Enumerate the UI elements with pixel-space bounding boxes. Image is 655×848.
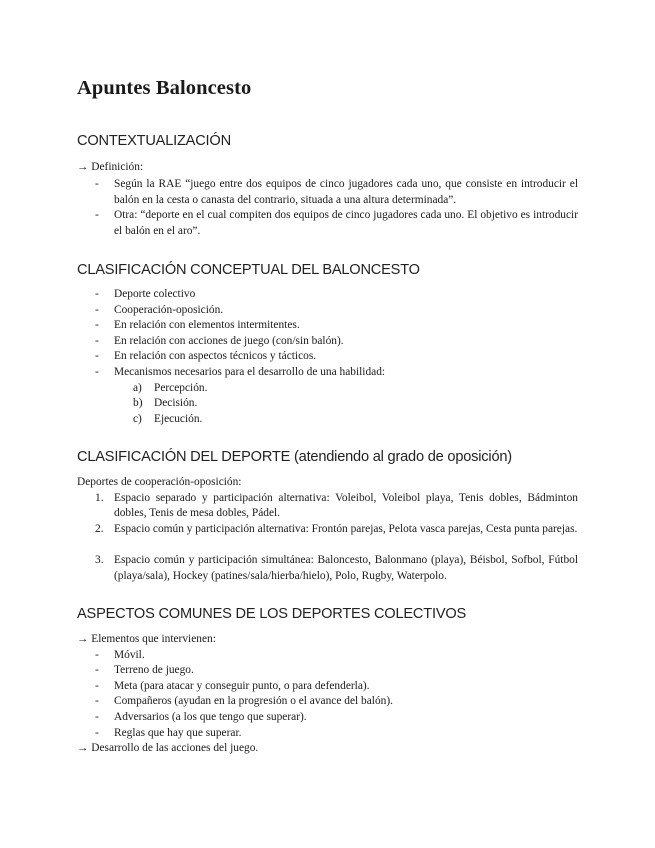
sublist-marker: b) xyxy=(133,397,143,410)
list-item: Adversarios (a los que tengo que superar). xyxy=(114,711,307,723)
numbered-item: Espacio común y participación alternativa: Frontón parejas, Pelota vasca parejas, Cesta punta parejas. xyxy=(114,522,578,535)
list-marker: - xyxy=(95,679,99,692)
section-intro: Deportes de cooperación-oposición: xyxy=(77,476,242,488)
list-item: Otra: “deporte en el cual compiten dos equipos de cinco jugadores cada uno. El objetivo es introducir el balón en el aro”. xyxy=(114,209,578,237)
list-item: En relación con elementos intermitentes. xyxy=(114,319,300,332)
section-heading-contextualizacion: CONTEXTUALIZACIÓN xyxy=(77,133,231,149)
list-marker: - xyxy=(95,209,99,221)
list-marker: - xyxy=(95,695,99,708)
list-item: En relación con aspectos técnicos y tácticos. xyxy=(114,350,317,363)
list-item: Cooperación-oposición. xyxy=(114,303,224,316)
numbered-marker: 1. xyxy=(95,491,104,504)
list-item: Meta (para atacar y conseguir punto, o para defenderla). xyxy=(114,679,370,692)
numbered-item: Espacio separado y participación alternativa: Voleibol, Voleibol playa, Tenis dobles, Bádminton dobles, Tenis de mesa dobles, Pádel. xyxy=(114,491,578,520)
list-item: Compañeros (ayudan en la progresión o el avance del balón). xyxy=(114,695,393,708)
section-outro: → Desarrollo de las acciones del juego. xyxy=(77,742,259,755)
page-title: Apuntes Baloncesto xyxy=(77,77,252,99)
list-marker: - xyxy=(95,711,99,723)
list-marker: - xyxy=(95,288,99,300)
sublist-item: Decisión. xyxy=(154,397,198,410)
list-item: Reglas que hay que superar. xyxy=(114,726,242,739)
list-marker: - xyxy=(95,366,99,378)
list-item: Deporte colectivo xyxy=(114,288,196,300)
section-heading-aspectos-comunes: ASPECTOS COMUNES DE LOS DEPORTES COLECTIVOS xyxy=(77,606,467,622)
numbered-item: Espacio común y participación simultánea: Baloncesto, Balonmano (playa), Béisbol, Sofbol, Fútbol (playa/sala), Hockey (patines/sala/hierba/hielo), Polo, Rugby, Waterpolo. xyxy=(114,554,578,582)
sublist-item: Percepción. xyxy=(154,381,208,394)
section-heading-clasificacion-deporte: CLASIFICACIÓN DEL DEPORTE (atendiendo al grado de oposición) xyxy=(77,449,512,465)
list-marker: - xyxy=(95,726,99,739)
numbered-marker: 3. xyxy=(95,554,104,566)
list-marker: - xyxy=(95,334,99,347)
list-item: Según la RAE “juego entre dos equipos de cinco jugadores cada uno, que consiste en introducir el balón en la cesta o canasta del contrario, situada a una altura determinada”. xyxy=(114,178,578,206)
list-marker: - xyxy=(95,319,99,332)
list-marker: - xyxy=(95,303,99,316)
section-heading-clasificacion-conceptual: CLASIFICACIÓN CONCEPTUAL DEL BALONCESTO xyxy=(77,262,420,278)
list-item: Mecanismos necesarios para el desarrollo de una habilidad: xyxy=(114,366,386,378)
list-marker: - xyxy=(95,350,99,363)
list-item: En relación con acciones de juego (con/sin balón). xyxy=(114,334,344,347)
definition-intro: → Definición: xyxy=(77,161,144,173)
sublist-item: Ejecución. xyxy=(154,412,203,425)
list-marker: - xyxy=(95,178,99,190)
section-intro: → Elementos que intervienen: xyxy=(77,633,216,645)
list-marker: - xyxy=(95,648,99,661)
list-item: Móvil. xyxy=(114,648,145,661)
sublist-marker: c) xyxy=(133,412,142,425)
list-item: Terreno de juego. xyxy=(114,664,194,677)
numbered-marker: 2. xyxy=(95,522,104,535)
sublist-marker: a) xyxy=(133,381,142,394)
list-marker: - xyxy=(95,664,99,677)
